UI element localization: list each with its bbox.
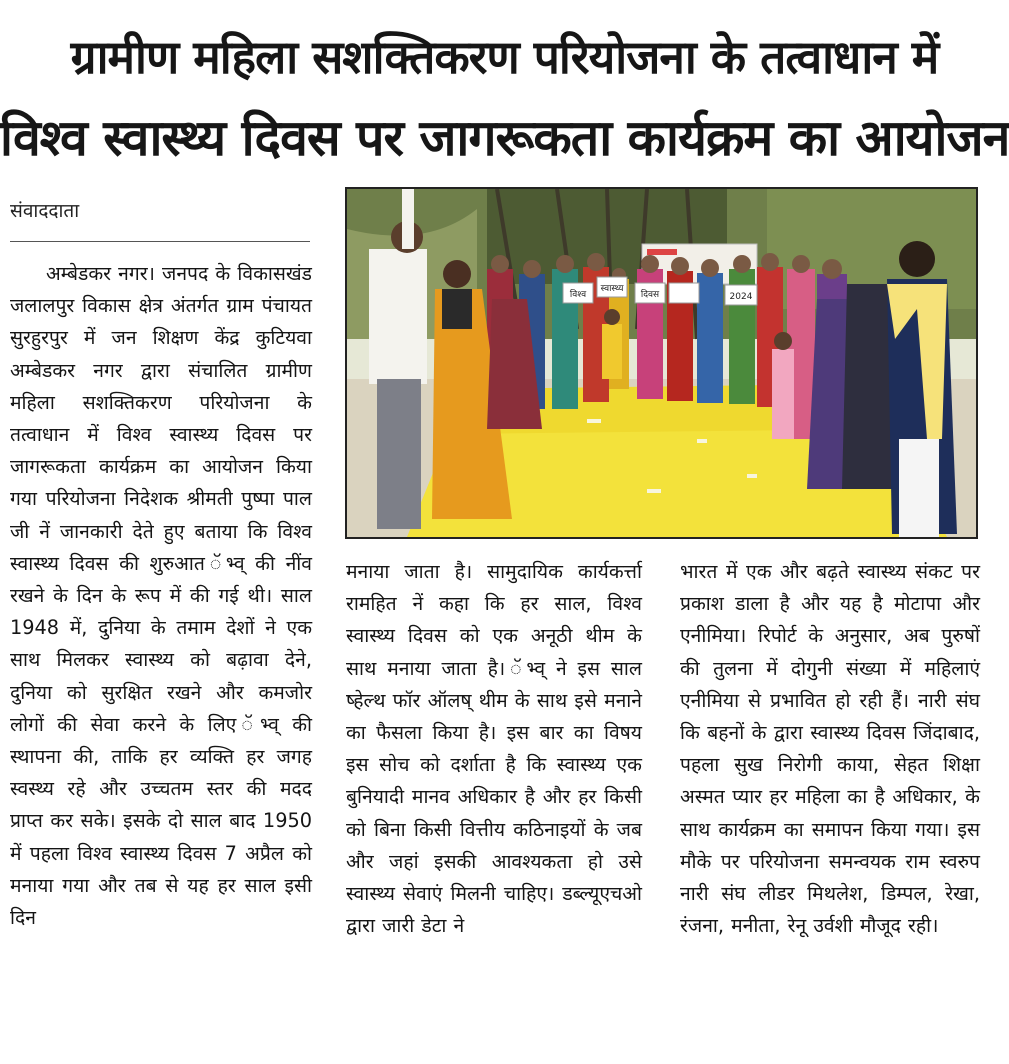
byline-divider bbox=[10, 241, 310, 242]
placard-4: 2024 bbox=[729, 292, 753, 302]
article-column-2: मनाया जाता है। सामुदायिक कार्यकर्त्ता रामहित नें कहा कि हर साल, विश्व स्वास्थ्य दिवस को एक अनूठी थीम के साथ मनाया जाता है। ॅभ्व् ने इस साल ष्हेल्थ फॉर ऑलष् थीम के साथ इसे मनाने का फैसला किया है। इस बार का विषय इस सोच को दर्शाता है कि स्वास्थ्य एक बुनियादी मानव अधिकार है और हर किसी को बिना किसी वित्तीय कठिनाइयों के जब और जहां इसकी आवश्यकता हो उसे स्वास्थ्य सेवाएं मिलनी चाहिए। डब्ल्यूएचओ द्वारा जारी डेटा ने bbox=[346, 560, 642, 938]
news-photo bbox=[345, 187, 978, 539]
placard-3: दिवस bbox=[640, 290, 660, 300]
woman-yellow-dupatta bbox=[887, 241, 957, 537]
headline-line-1: ग्रामीण महिला सशक्तिकरण परियोजना के तत्वाधान में bbox=[70, 30, 939, 84]
placard-2: स्वास्थ्य bbox=[600, 284, 624, 294]
placard-1: विश्व bbox=[569, 290, 587, 300]
article-column-3: भारत में एक और बढ़ते स्वास्थ्य संकट पर प्रकाश डाला है और यह है मोटापा और एनीमिया। रिपोर्ट के अनुसार, अब पुरुषों की तुलना में दोगुनी संख्या में महिलाएं एनीमिया से प्रभावित हो रही हैं। नारी संघ कि बहनों के द्वारा स्वास्थ्य दिवस जिंदाबाद, पहला सुख निरोगी काया, सेहत शिक्षा अस्मत प्यार हर महिला का है अधिकार, के साथ कार्यक्रम का समापन किया गया। इस मौके पर परियोजना समन्वयक राम स्वरुप नारी संघ लीडर मिथलेश, डिम्पल, रेखा, रंजना, मनीता, रेनू उर्वशी मौजूद रही। bbox=[680, 560, 980, 938]
headline-line-2: विश्व स्वास्थ्य दिवस पर जागरूकता कार्यक्रम का आयोजन bbox=[0, 109, 1009, 167]
article-column-1: अम्बेडकर नगर। जनपद के विकासखंड जलालपुर विकास क्षेत्र अंतर्गत ग्राम पंचायत सुरहुरपुर में जन शिक्षण केंद्र कुटियवा अम्बेडकर नगर द्वारा संचालित ग्रामीण महिला सशक्तिकरण परियोजना के तत्वाधान में विश्व स्वास्थ्य दिवस पर जागरूकता कार्यक्रम का आयोजन किया गया परियोजना निदेशक श्रीमती पुष्पा पाल जी नें जानकारी देते हुए बताया कि विश्व स्वास्थ्य दिवस की शुरुआत ॅभ्व् की नींव रखने के दिन के रूप में की गई थी। साल 1948 में, दुनिया के तमाम देशों ने एक साथ मिलकर स्वास्थ्य को बढ़ावा देने, दुनिया को सुरक्षित रखने और कमजोर लोगों की सेवा करने के लिए ॅभ्व् की स्थापना की, ताकि हर व्यक्ति हर जगह स्वस्थ्य रहे और उच्चतम स्तर की मदद प्राप्त कर सके। इसके दो साल बाद 1950 में पहला विश्व स्वास्थ्य दिवस 7 अप्रैल को मनाया गया और तब से यह हर साल इसी दिन bbox=[10, 262, 312, 930]
byline: संवाददाता bbox=[10, 200, 80, 222]
